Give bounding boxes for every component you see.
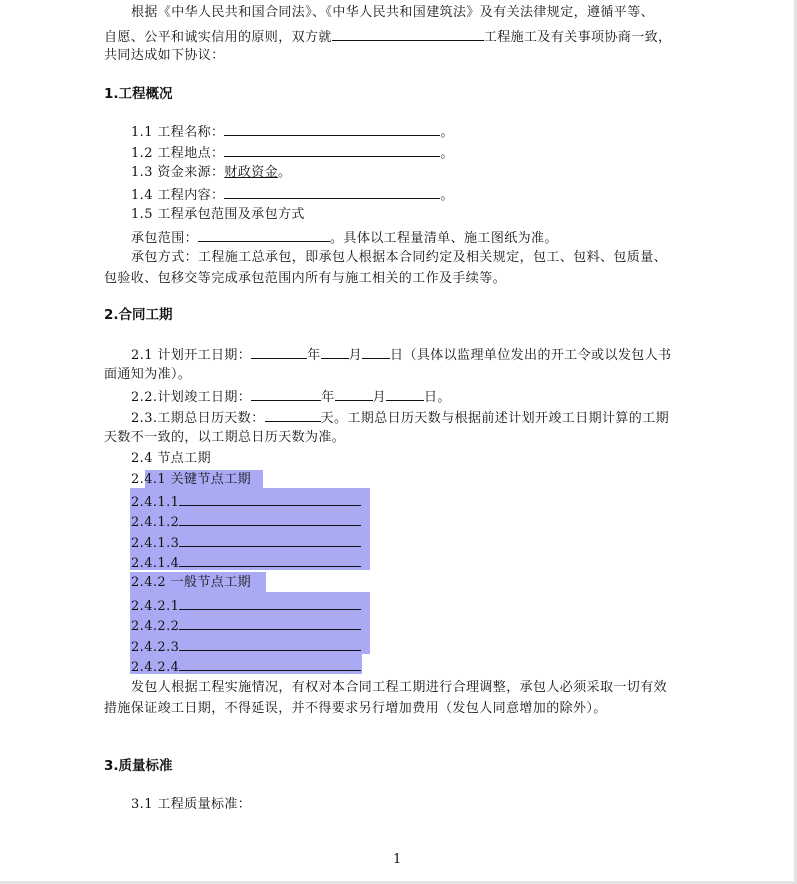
field-label: 承包范围： xyxy=(131,231,199,246)
item-number: 2.4.1.2 xyxy=(131,515,180,530)
key-node-blank[interactable] xyxy=(179,553,361,567)
intro-line-3: 共同达成如下协议： xyxy=(104,48,225,63)
start-tail: （具体以监理单位发出的开工令或以发包人书 xyxy=(403,348,672,363)
item-number: 2.4.1.3 xyxy=(131,536,180,551)
scope-tail: 。具体以工程量清单、施工图纸为准。 xyxy=(330,231,558,246)
item-number: 2.4.1.4 xyxy=(131,556,180,571)
item-number: 2.4.2.1 xyxy=(131,599,180,614)
end-year-blank[interactable] xyxy=(251,387,321,401)
fund-source-value: 财政资金 xyxy=(224,165,279,180)
project-place-row xyxy=(131,143,454,162)
start-year-blank[interactable] xyxy=(251,345,307,359)
section-heading: 2.合同工期 xyxy=(104,307,173,323)
intro-text: 工程施工及有关事项协商一致， xyxy=(483,30,672,45)
days-blank[interactable] xyxy=(265,408,321,422)
key-node-item xyxy=(131,533,361,552)
field-label: 2.3.工期总日历天数： xyxy=(131,411,265,426)
start-date-line-2: 面通知为准）。 xyxy=(104,367,192,382)
key-node-title: 2.4.1 关键节点工期 xyxy=(131,472,252,487)
general-node-blank[interactable] xyxy=(179,616,361,630)
days-line-2: 天数不一致的，以工期总日历天数为准。 xyxy=(104,430,346,445)
period-text: 。 xyxy=(440,146,454,161)
scope-row xyxy=(131,228,558,247)
end-date-row xyxy=(131,387,451,406)
days-tail: 天。工期总日历天数与根据前述计划开竣工日期计算的工期 xyxy=(320,411,670,426)
item-number: 2.4.1.1 xyxy=(131,495,180,510)
days-row xyxy=(131,408,669,427)
general-node-blank[interactable] xyxy=(179,657,361,671)
adjust-line-1: 发包人根据工程实施情况，有权对本合同工程工期进行合理调整，承包人必须采取一切有效 xyxy=(131,680,668,695)
intro-line-1: 根据《中华人民共和国合同法》、《中华人民共和国建筑法》及有关法律规定，遵循平等、 xyxy=(131,5,655,20)
adjust-line-2: 措施保证竣工日期，不得延误，并不得要求另行增加费用（发包人同意增加的除外）。 xyxy=(104,701,607,716)
field-label: 2.1 计划开工日期： xyxy=(131,348,252,363)
field-label: 1.3 资金来源： xyxy=(131,165,225,180)
month-text: 月 xyxy=(348,348,363,363)
day-text: 日。 xyxy=(424,390,451,405)
year-text: 年 xyxy=(307,348,321,363)
general-node-blank[interactable] xyxy=(179,596,361,610)
month-text: 月 xyxy=(372,390,387,405)
period-text: 。 xyxy=(278,165,292,180)
general-node-item xyxy=(131,616,361,635)
intro-line-2 xyxy=(104,27,671,46)
item-number: 2.4.2.2 xyxy=(131,619,180,634)
general-node-title: 2.4.2 一般节点工期 xyxy=(131,575,252,590)
project-content-blank[interactable] xyxy=(224,185,440,199)
field-label: 2.2.计划竣工日期： xyxy=(131,390,252,405)
start-month-blank[interactable] xyxy=(321,345,349,359)
key-node-item xyxy=(131,553,361,572)
field-label: 1.1 工程名称： xyxy=(131,125,225,140)
scope-blank[interactable] xyxy=(198,228,330,242)
general-node-blank[interactable] xyxy=(179,637,361,651)
project-blank[interactable] xyxy=(332,27,484,41)
project-name-blank[interactable] xyxy=(224,122,440,136)
project-name-row xyxy=(131,122,454,141)
key-node-item xyxy=(131,492,361,511)
mode-line-2: 包验收、包移交等完成承包范围内所有与施工相关的工作及手续等。 xyxy=(104,271,507,286)
day-text: 日 xyxy=(390,348,404,363)
general-node-item xyxy=(131,657,361,676)
key-node-blank[interactable] xyxy=(179,492,361,506)
period-text: 。 xyxy=(440,125,454,140)
section-heading: 1.工程概况 xyxy=(104,86,173,102)
intro-text: 自愿、公平和诚实信用的原则，双方就 xyxy=(104,30,332,45)
end-day-blank[interactable] xyxy=(386,387,424,401)
general-node-item xyxy=(131,596,361,615)
general-node-item xyxy=(131,637,361,656)
start-date-row xyxy=(131,345,671,364)
year-text: 年 xyxy=(321,390,335,405)
item-number: 2.4.2.3 xyxy=(131,640,180,655)
scope-title: 1.5 工程承包范围及承包方式 xyxy=(131,207,305,222)
project-place-blank[interactable] xyxy=(224,143,440,157)
key-node-item xyxy=(131,512,361,531)
section-heading: 3.质量标准 xyxy=(104,758,173,774)
project-content-row xyxy=(131,185,454,204)
key-node-blank[interactable] xyxy=(179,512,361,526)
key-node-blank[interactable] xyxy=(179,533,361,547)
node-title: 2.4 节点工期 xyxy=(131,451,212,466)
quality-standard-label: 3.1 工程质量标准： xyxy=(131,797,252,812)
item-number: 2.4.2.4 xyxy=(131,660,180,675)
end-month-blank[interactable] xyxy=(335,387,373,401)
field-label: 1.2 工程地点： xyxy=(131,146,225,161)
fund-source-row xyxy=(131,164,291,181)
start-day-blank[interactable] xyxy=(362,345,390,359)
field-label: 1.4 工程内容： xyxy=(131,188,225,203)
page-number: 1 xyxy=(393,852,402,867)
mode-line-1: 承包方式：工程施工总承包，即承包人根据本合同约定及相关规定，包工、包料、包质量、 xyxy=(131,250,668,265)
period-text: 。 xyxy=(440,188,454,203)
